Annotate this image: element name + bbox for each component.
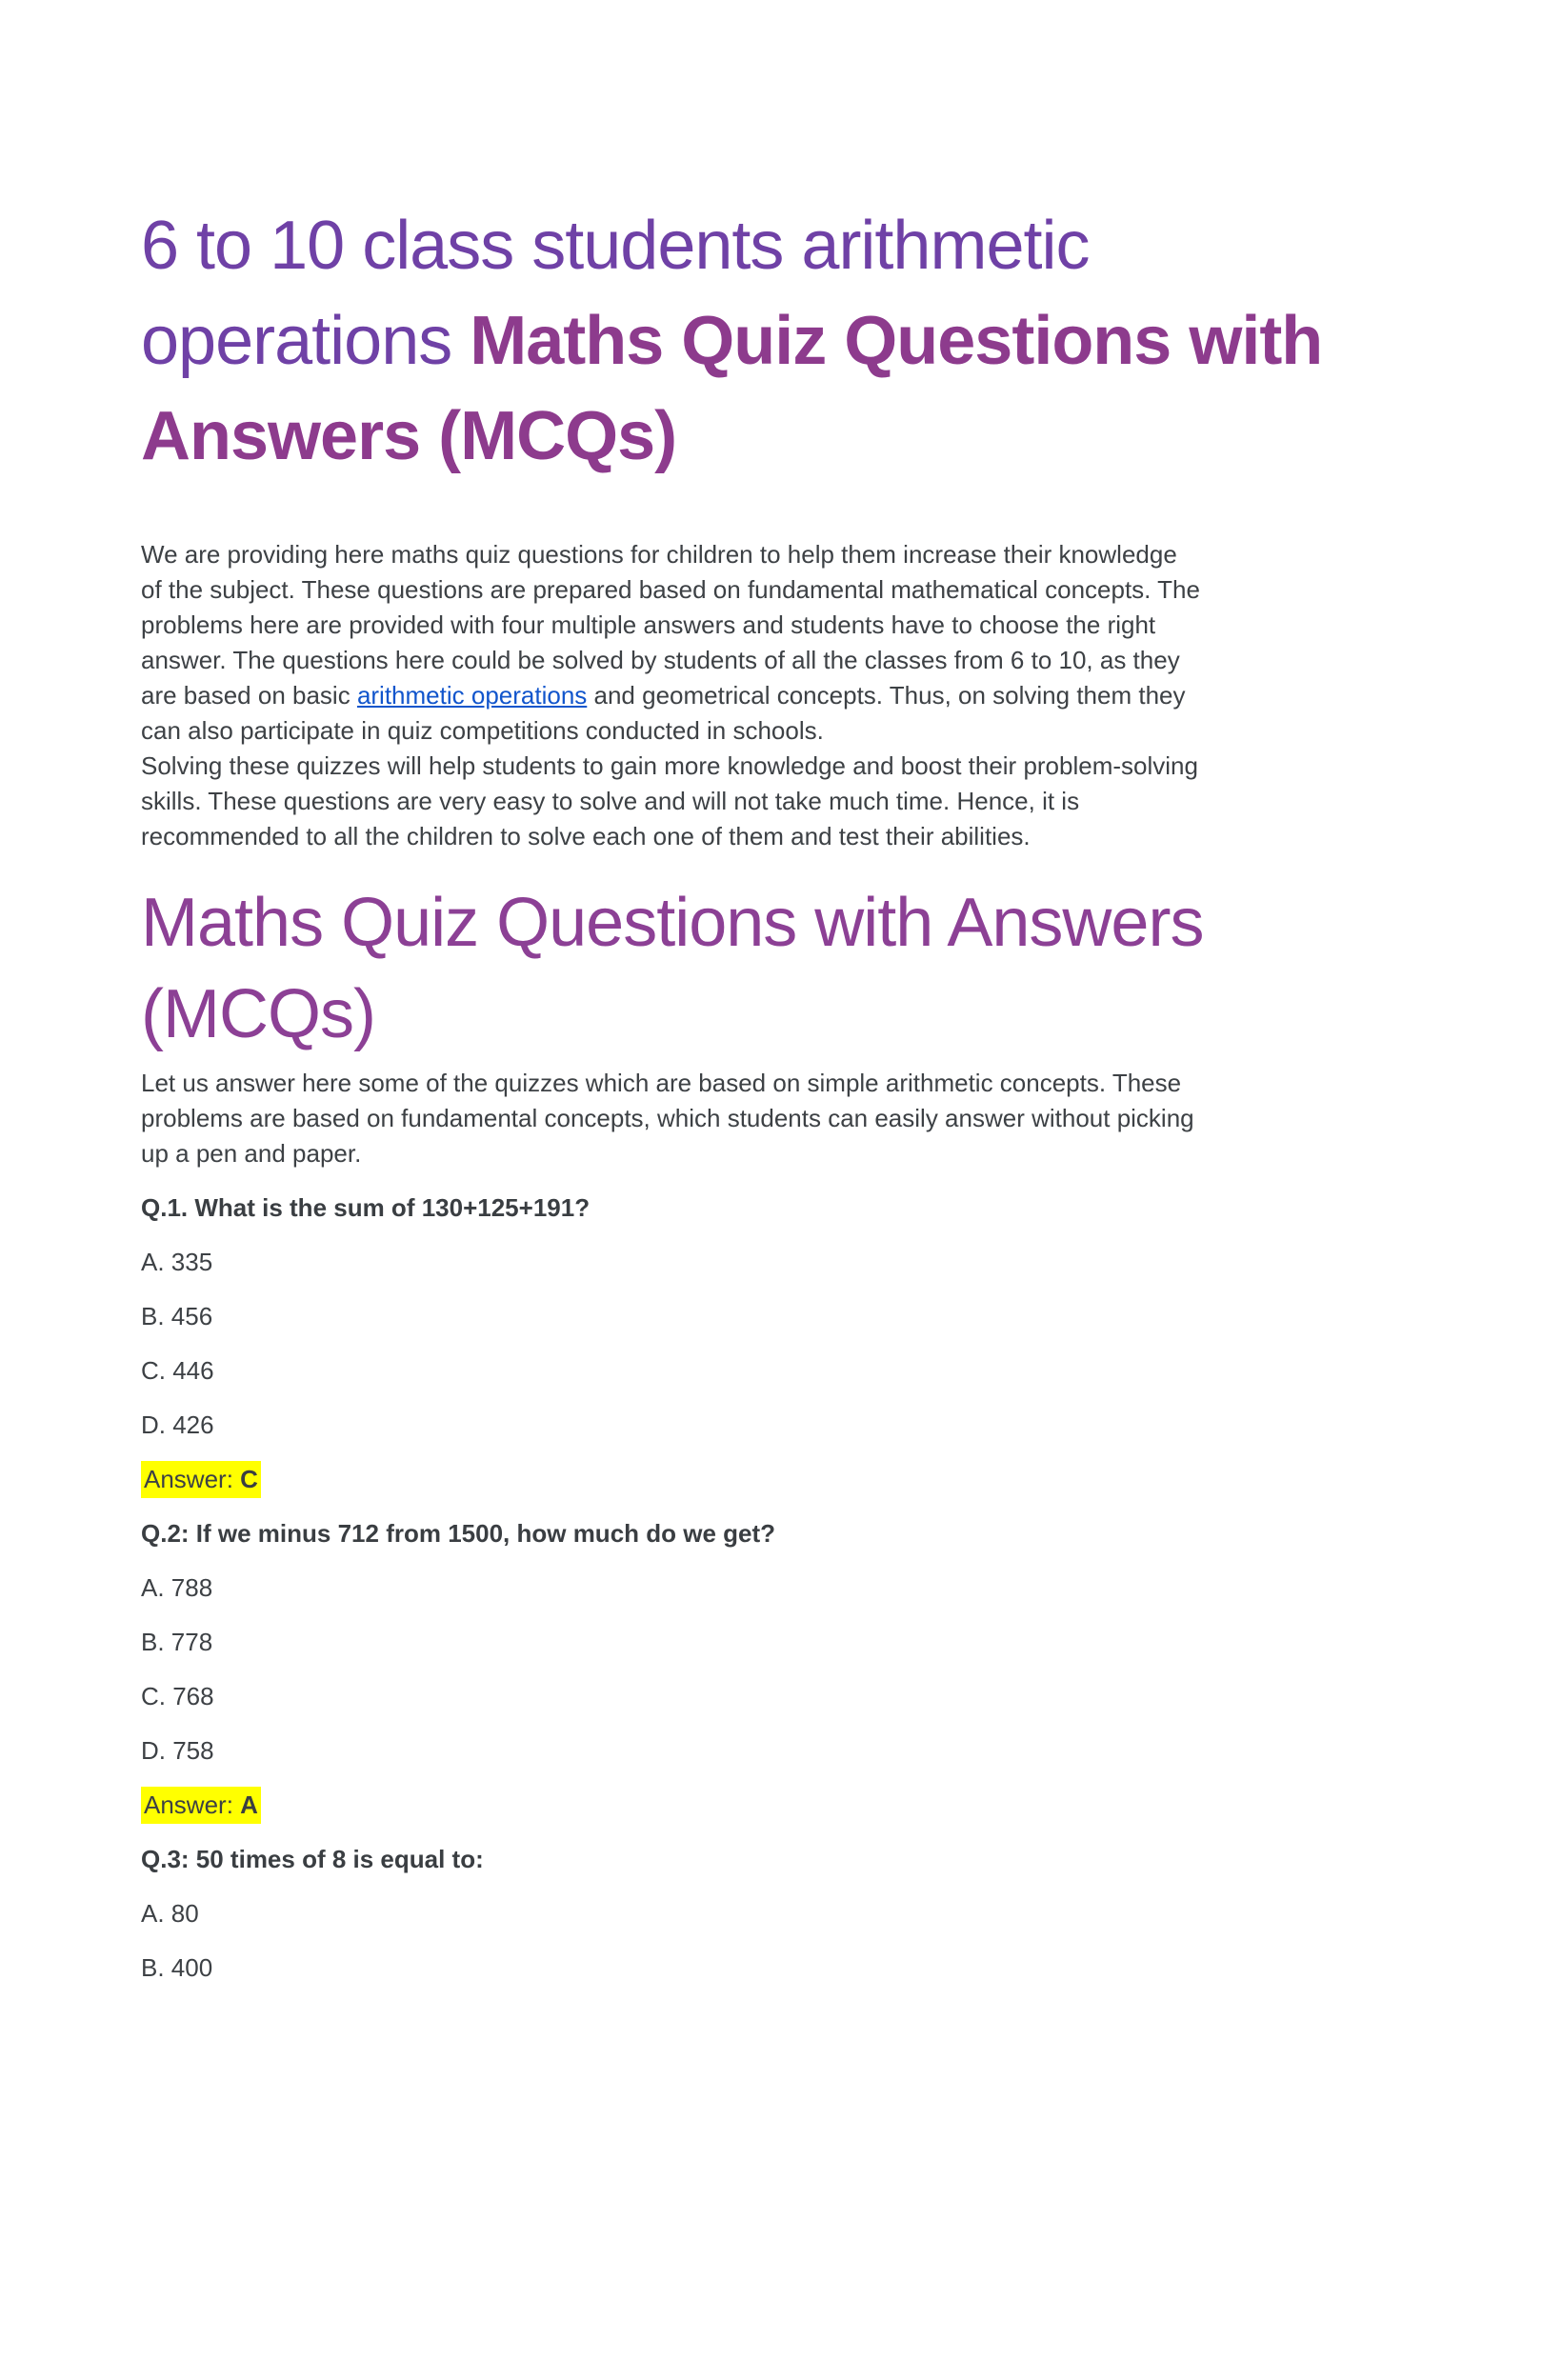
intro-text-line-with-link xyxy=(141,678,1456,713)
answer-line xyxy=(141,1788,1456,1823)
answer-label: Answer: xyxy=(144,1790,241,1819)
option: B. 456 xyxy=(141,1302,213,1330)
answer-highlight xyxy=(141,1461,261,1498)
intro-paragraph xyxy=(141,537,1456,854)
intro-text-line: answer. The questions here could be solved by students of all the classes from 6 to 10, as they xyxy=(141,646,1180,674)
page-title-regular-text: 6 to 10 class students arithmetic xyxy=(141,208,1090,284)
question-block-2 xyxy=(141,1516,1456,1823)
page-title-regular-text: operations xyxy=(141,303,471,379)
answer-value: C xyxy=(240,1465,258,1493)
option: B. 400 xyxy=(141,1953,213,1982)
intro-text-line: skills. These questions are very easy to solve and will not take much time. Hence, it is xyxy=(141,787,1080,815)
option: A. 335 xyxy=(141,1248,213,1276)
option: B. 778 xyxy=(141,1628,213,1656)
answer-label: Answer: xyxy=(144,1465,241,1493)
question-text: Q.2: If we minus 712 from 1500, how much do we get? xyxy=(141,1519,776,1548)
intro-text-line: We are providing here maths quiz questions for children to help them increase their knowledge xyxy=(141,540,1177,569)
page-title-line-1 xyxy=(141,198,1456,293)
arithmetic-operations-link[interactable]: arithmetic operations xyxy=(356,681,588,710)
section-heading-line-2: (MCQs) xyxy=(141,976,375,1052)
page-title-bold-text: Maths Quiz Questions with xyxy=(470,303,1323,379)
option: C. 768 xyxy=(141,1682,214,1710)
document-page xyxy=(0,198,1542,1986)
question-block-3 xyxy=(141,1842,1456,1986)
option: A. 80 xyxy=(141,1899,199,1928)
intro-text-line: of the subject. These questions are prepared based on fundamental mathematical concepts. The xyxy=(141,575,1200,604)
section-heading xyxy=(141,877,1456,1060)
section-heading-line-1: Maths Quiz Questions with Answers xyxy=(141,885,1204,961)
page-title-line-2 xyxy=(141,293,1456,389)
option: C. 446 xyxy=(141,1356,214,1385)
intro-text-segment: and geometrical concepts. Thus, on solving them they xyxy=(587,681,1186,710)
page-title-line-3 xyxy=(141,389,1456,484)
question-text: Q.3: 50 times of 8 is equal to: xyxy=(141,1845,484,1873)
intro-text-line: Solving these quizzes will help students to gain more knowledge and boost their problem-solving xyxy=(141,751,1198,780)
page-title xyxy=(141,198,1456,484)
intro-text-line: can also participate in quiz competitions conducted in schools. xyxy=(141,716,824,745)
intro-text-segment: are based on basic xyxy=(141,681,357,710)
intro-text-line: problems here are provided with four multiple answers and students have to choose the right xyxy=(141,610,1156,639)
answer-highlight xyxy=(141,1787,261,1824)
answer-line xyxy=(141,1462,1456,1497)
option: A. 788 xyxy=(141,1573,213,1602)
option: D. 426 xyxy=(141,1410,214,1439)
page-title-bold-text: Answers (MCQs) xyxy=(141,398,677,474)
section-intro-line: Let us answer here some of the quizzes which are based on simple arithmetic concepts. These xyxy=(141,1069,1182,1097)
question-text: Q.1. What is the sum of 130+125+191? xyxy=(141,1193,591,1222)
option: D. 758 xyxy=(141,1736,214,1765)
answer-value: A xyxy=(240,1790,258,1819)
section-intro-paragraph xyxy=(141,1066,1456,1171)
intro-text-line: recommended to all the children to solve each one of them and test their abilities. xyxy=(141,822,1031,850)
section-intro-line: problems are based on fundamental concepts, which students can easily answer without picking xyxy=(141,1104,1194,1132)
section-intro-line: up a pen and paper. xyxy=(141,1139,362,1168)
question-block-1 xyxy=(141,1190,1456,1497)
